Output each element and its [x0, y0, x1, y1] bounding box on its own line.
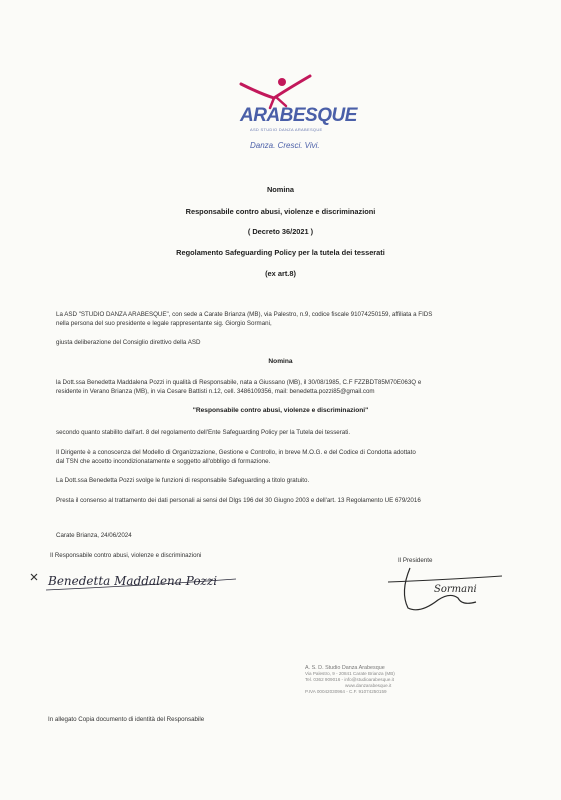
paragraph-5-line-1: Il Dirigente è a conoscenza del Modello di Organizzazione, Gestione e Controllo, in breve M.O.G. e del Codice di Condotta adottato — [56, 449, 416, 456]
svg-text:Benedetta Maddalena Pozzi: Benedetta Maddalena Pozzi — [48, 574, 218, 588]
paragraph-1-line-2: nella persona del suo presidente e legale rappresentante sig. Giorgio Sormani, — [56, 320, 272, 327]
logo-tagline: Danza. Cresci. Vivi. — [250, 141, 320, 150]
stamp-line-3: Tel. 0362 909016 - info@studioarabesque.it — [305, 677, 394, 682]
president-label: Il Presidente — [398, 557, 433, 564]
president-signature — [380, 562, 510, 616]
title-decree: ( Decreto 36/2021 ) — [247, 227, 314, 236]
responsible-label: Il Responsabile contro abusi, violenze e discriminazioni — [50, 552, 202, 559]
paragraph-3-line-1: la Dott.ssa Benedetta Maddalena Pozzi in qualità di Responsabile, nata a Giussano (MB), il 30/08/1985, C.F FZZBDT85M70E063Q e — [56, 379, 422, 386]
paragraph-1-line-1: La ASD "STUDIO DANZA ARABESQUE", con sede a Carate Brianza (MB), via Palestro, n.9, codice fiscale 91074250159, affiliata a FIDS — [56, 311, 433, 318]
paragraph-3-line-2: residente in Verano Brianza (MB), in via Cesare Battisti n.12, cell. 3486109356, mail: benedetta.pozzi85@gmail.com — [56, 388, 375, 395]
arabesque-logo — [228, 70, 358, 160]
paragraph-6: La Dott.ssa Benedetta Pozzi svolge le funzioni di responsabile Safeguarding a titolo gratuito. — [56, 477, 310, 484]
title-role: Responsabile contro abusi, violenze e discriminazioni — [185, 207, 376, 216]
dancer-icon — [236, 70, 316, 110]
svg-text:Sormani: Sormani — [434, 584, 477, 595]
attachment-note: In allegato Copia documento di identità del Responsabile — [48, 716, 205, 723]
nomina-heading: Nomina — [268, 358, 293, 365]
title-article: (ex art.8) — [265, 269, 296, 278]
place-date: Carate Brianza, 24/06/2024 — [56, 532, 132, 539]
responsible-signature — [28, 566, 248, 596]
stamp-line-4: www.danzarabesque.it — [345, 683, 392, 688]
logo-subtext: ASD STUDIO DANZA ARABESQUE — [250, 127, 323, 132]
stamp-line-2: Via Palestro, 9 - 20841 Carate Brianza (MB) — [305, 671, 395, 676]
title-regulation: Regolamento Safeguarding Policy per la tutela dei tesserati — [176, 248, 385, 257]
paragraph-4: secondo quanto stabilito dall'art. 8 del regolamento dell'Ente Safeguarding Policy per la Tutela dei tesserati. — [56, 429, 351, 436]
stamp-line-1: A. S. D. Studio Danza Arabesque — [305, 665, 385, 671]
paragraph-2: giusta deliberazione del Consiglio direttivo della ASD — [56, 339, 201, 346]
stamp-line-5: P.IVA 00042030964 - C.F. 91074250159 — [305, 689, 387, 694]
title-nomina: Nomina — [266, 185, 295, 194]
association-stamp — [305, 665, 445, 711]
role-quote: "Responsabile contro abusi, violenze e discriminazioni" — [192, 407, 369, 414]
paragraph-5-line-2: dal TSN che accetto incondizionatamente e soggetto all'obbligo di formazione. — [56, 458, 271, 465]
paragraph-7: Presta il consenso al trattamento dei dati personali ai sensi del Dlgs 196 del 30 Giugno 2003 e dell'art. 13 Regolamento UE 679/2016 — [56, 497, 421, 504]
logo-text: ARABESQUE — [240, 105, 357, 126]
